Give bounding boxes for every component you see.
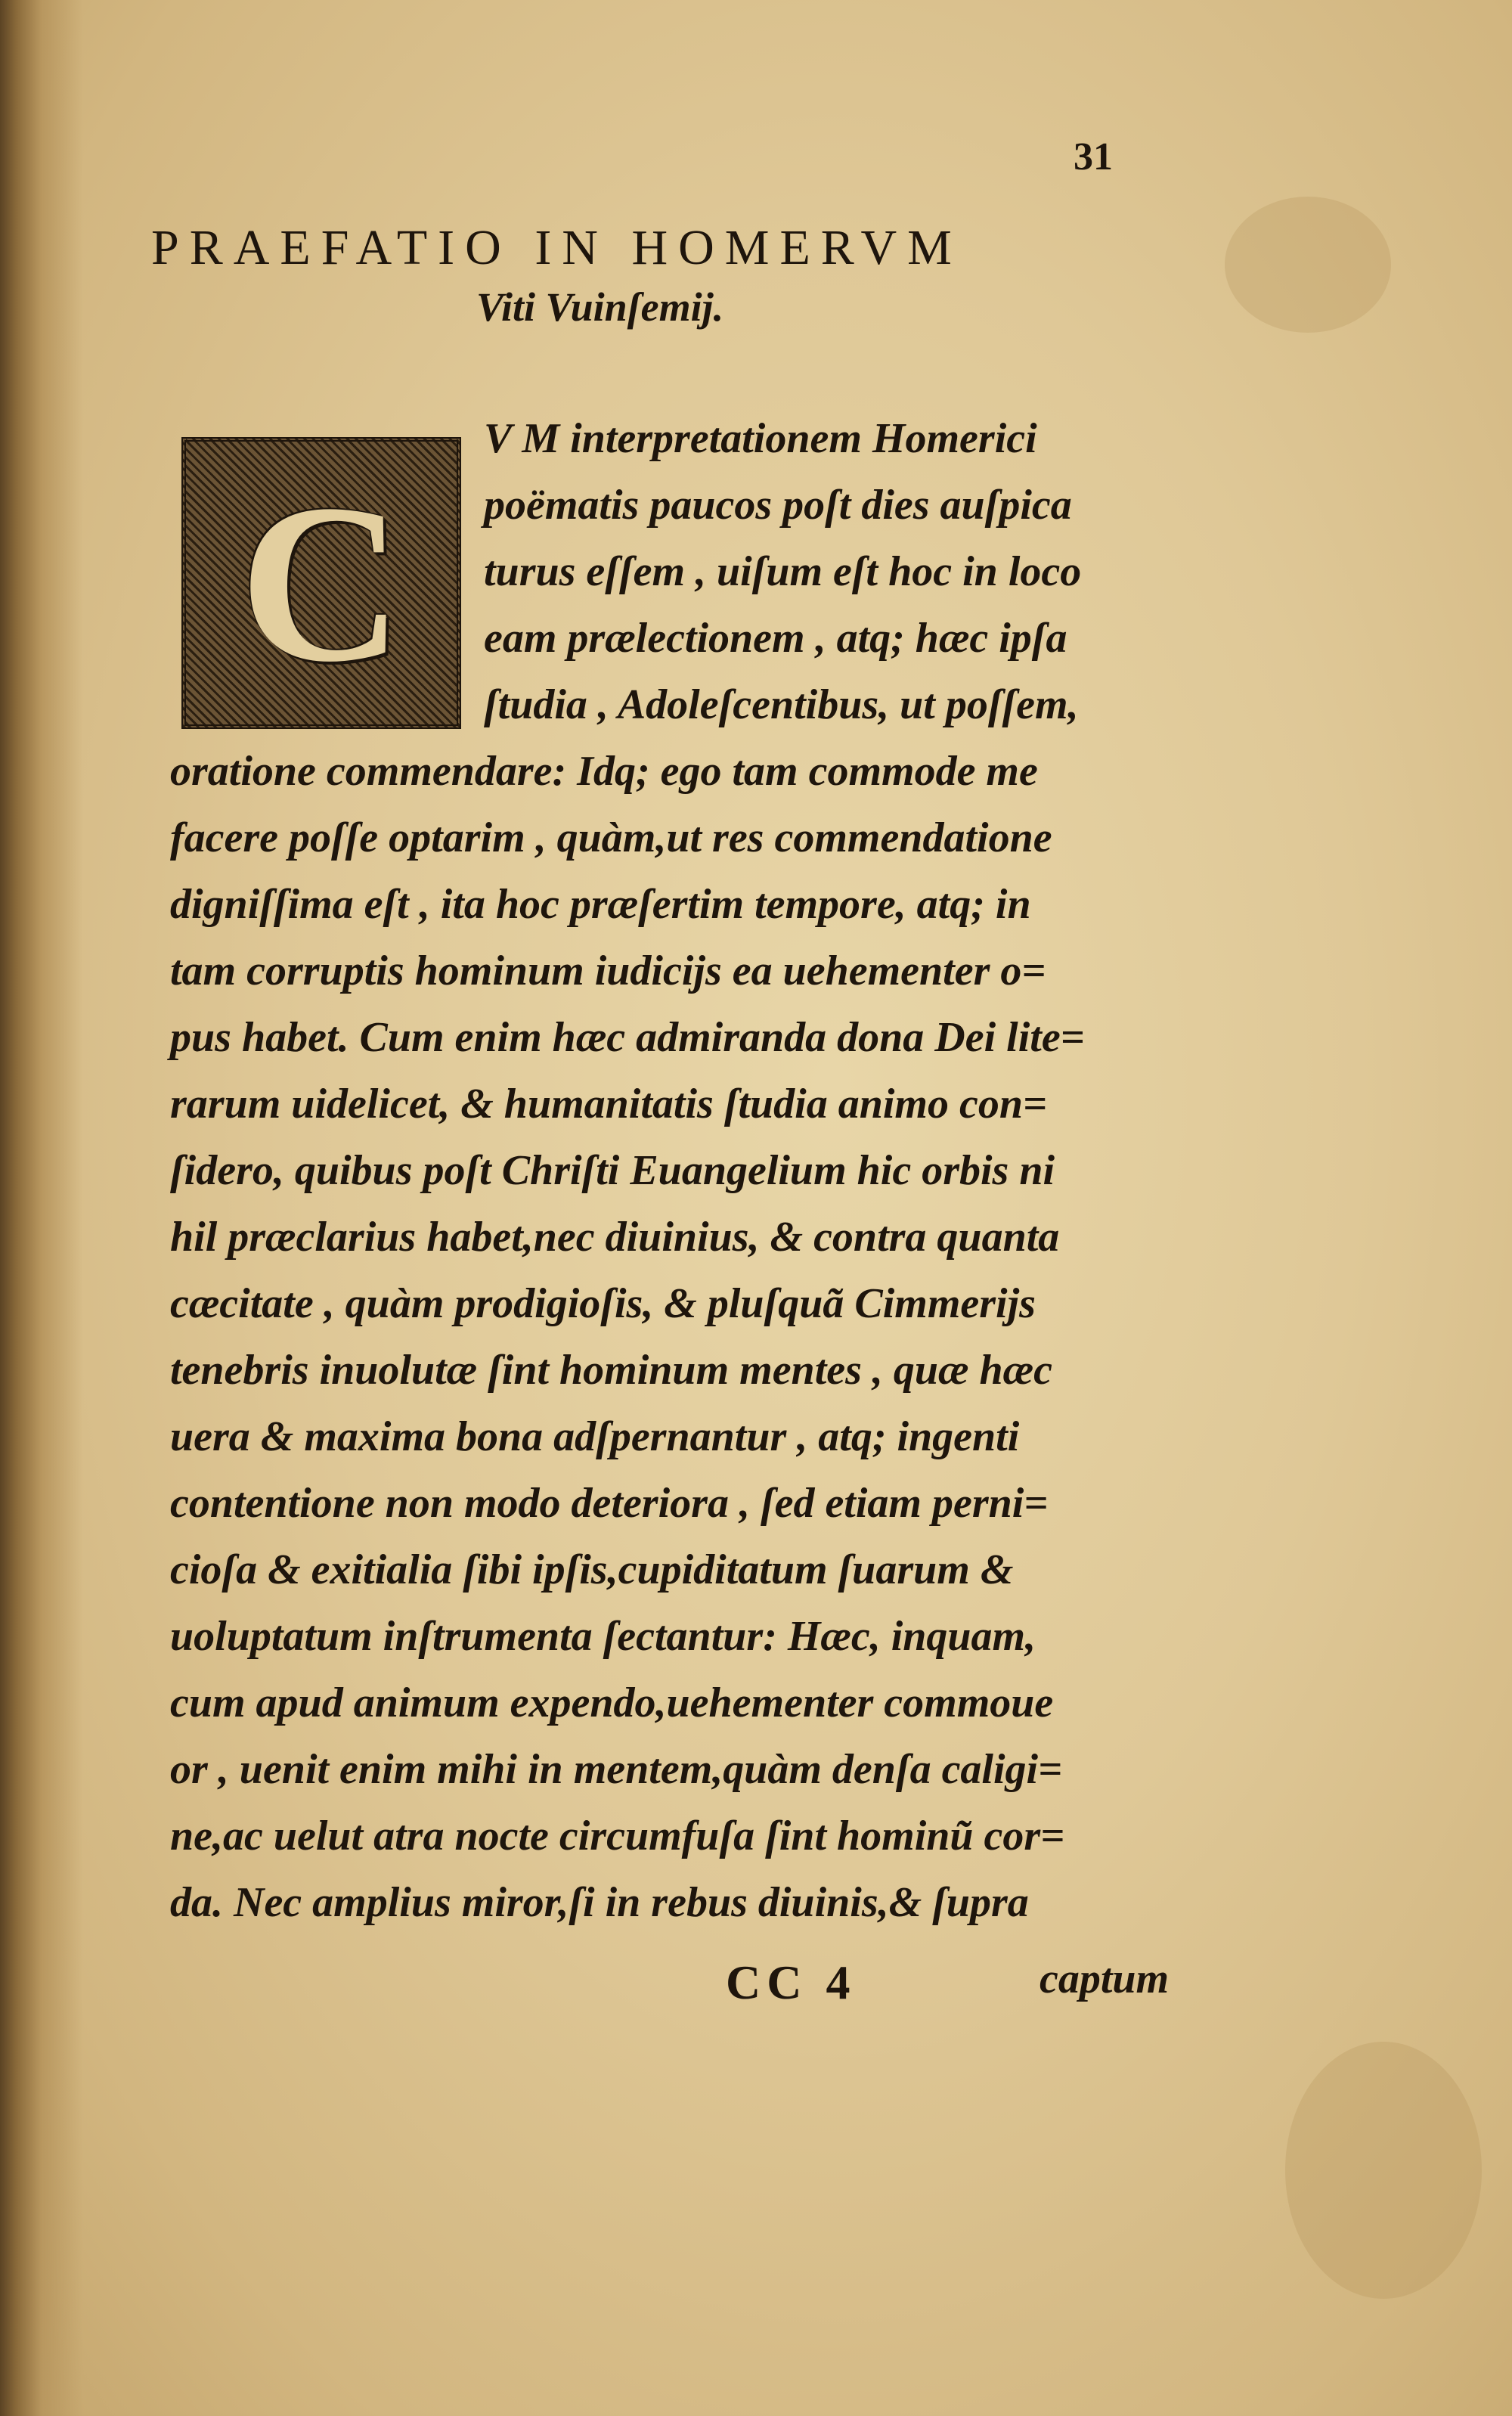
text-line: or , uenit enim mihi in mentem,quàm denſa caligi= (170, 1746, 1063, 1793)
text-line: tam corruptis hominum iudicijs ea uehementer o= (170, 947, 1046, 994)
text-line: rarum uidelicet, & humanitatis ſtudia animo con= (170, 1081, 1047, 1127)
text-line: uera & maxima bona adſpernantur , atq; ingenti (170, 1413, 1020, 1460)
text-line: oratione commendare: Idq; ego tam commode me (170, 748, 1038, 795)
text-line: eam prælectionem , atq; hæc ipſa (484, 615, 1067, 662)
text-line: tenebris inuolutæ ſint hominum mentes , quæ hæc (170, 1347, 1052, 1394)
text-line: digniſſima eſt , ita hoc præſertim tempore, atq; in (170, 881, 1031, 928)
decorated-initial (181, 437, 461, 729)
text-line: turus eſſem , uiſum eſt hoc in loco (484, 548, 1082, 595)
text-line: cioſa & exitialia ſibi ipſis,cupiditatum ſuarum & (170, 1546, 1014, 1593)
text-line: cum apud animum expendo,uehementer commoue (170, 1679, 1054, 1726)
text-line: facere poſſe optarim , quàm,ut res commendatione (170, 814, 1052, 861)
text-line: poëmatis paucos poſt dies auſpica (484, 482, 1072, 529)
text-line: da. Nec amplius miror,ſi in rebus diuinis,& ſupra (170, 1879, 1029, 1926)
paper-stain (1225, 197, 1391, 333)
text-line: pus habet. Cum enim hæc admiranda dona Dei lite= (170, 1014, 1085, 1061)
text-line: cæcitate , quàm prodigioſis, & pluſquã Cimmerijs (170, 1280, 1036, 1327)
paper-stain (1285, 2042, 1482, 2299)
text-line: ne,ac uelut atra nocte circumfuſa ſint hominũ cor= (170, 1813, 1065, 1859)
text-line: ſidero, quibus poſt Chriſti Euangelium hic orbis ni (170, 1147, 1055, 1194)
page-subtitle: Viti Vuinſemij. (476, 284, 724, 330)
page-title: PRAEFATIO IN HOMERVM (151, 220, 962, 275)
page-number: 31 (1074, 135, 1113, 178)
text-line: V M interpretationem Homerici (484, 415, 1037, 462)
text-line: contentione non modo deteriora , ſed etiam perni= (170, 1480, 1049, 1527)
text-line: uoluptatum inſtrumenta ſectantur: Hæc, inquam, (170, 1613, 1036, 1660)
initial-letter: C (239, 457, 404, 709)
text-line: hil præclarius habet,nec diuinius, & contra quanta (170, 1214, 1060, 1261)
binding-gutter (0, 0, 83, 2416)
text-line: ſtudia , Adoleſcentibus, ut poſſem, (484, 681, 1079, 728)
signature-mark: CC 4 (726, 1955, 857, 2009)
catchword: captum (1040, 1955, 1170, 2002)
